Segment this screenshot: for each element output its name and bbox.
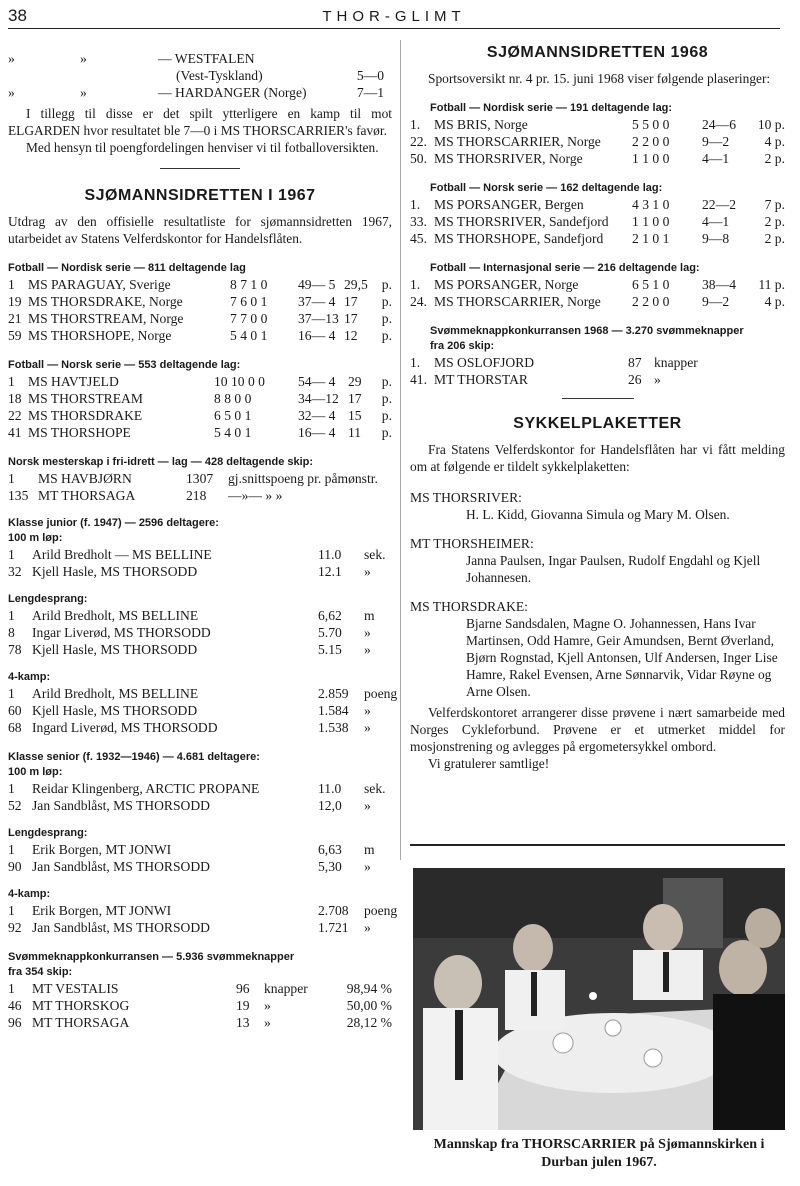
cell-pos: 21 — [8, 311, 22, 326]
cell-u: sek. — [364, 547, 386, 562]
cell-val: 2.859 — [318, 686, 349, 701]
table-row — [410, 213, 785, 230]
left-column — [8, 38, 398, 1031]
cell-name: Kjell Hasle, MS THORSODD — [32, 642, 198, 657]
table-row — [410, 371, 785, 388]
cell-u: p. — [381, 374, 392, 389]
cell-u: » — [364, 703, 371, 718]
cell-pos: 22 — [8, 408, 22, 423]
cell-name: MS THORSCARRIER, Norge — [434, 134, 601, 149]
cell-name: Arild Bredholt — MS BELLINE — [32, 547, 212, 562]
cell-g: 54— 4 — [298, 374, 336, 389]
nordisk-heading: Fotball — Nordisk serie — 811 deltagende lag — [8, 262, 246, 274]
cell-val: 1307 — [186, 471, 214, 486]
cell-pos: 135 — [8, 488, 29, 503]
table-row — [8, 997, 392, 1014]
cell-rest: gj.snittspoeng pr. påmønstr. — [228, 471, 378, 486]
cell-name: MS PARAGUAY, Sverige — [28, 277, 171, 292]
cell-u: » — [364, 720, 371, 735]
table-row — [8, 719, 392, 736]
mesterskap-heading: Norsk mesterskap i fri-idrett — lag — 428 deltagende skip: — [8, 456, 314, 468]
cell-pos: 19 — [8, 294, 22, 309]
norsk-table — [8, 373, 392, 441]
cell-u: » — [264, 998, 271, 1013]
column-divider — [400, 40, 401, 860]
cell-g: 38—4 — [702, 277, 736, 292]
cell-s: 1 1 0 0 — [632, 214, 670, 229]
closing-paragraph: Velferdskontoret arrangerer disse prøvene i nært samarbeide med Norges Cykleforbund. Prøvene er et utmerket middel for mosjonstrening og avlegges på ergometersykkel ombord. — [410, 705, 785, 754]
cell-pos: 68 — [8, 720, 22, 735]
cell-name: Arild Bredholt, MS BELLINE — [32, 608, 199, 623]
running-head-title: THOR-GLIMT — [322, 8, 466, 25]
ship-name: MS THORSDRAKE: — [410, 599, 528, 614]
junior-4kamp-heading: 4-kamp: — [8, 671, 51, 683]
cell-u: p. — [381, 425, 392, 440]
cell-pct: 98,94 % — [346, 981, 392, 996]
r-norsk-heading: Fotball — Norsk serie — 162 deltagende lag: — [430, 182, 663, 194]
cell-g: 9—2 — [702, 134, 730, 149]
cell-val: 12.1 — [318, 564, 342, 579]
mesterskap-table — [8, 470, 392, 504]
table-row — [8, 310, 392, 327]
cell-pos: 78 — [8, 642, 22, 657]
r-nordisk-table — [410, 116, 785, 167]
cell-name: Reidar Klingenberg, ARCTIC PROPANE — [32, 781, 260, 796]
r-svomme-heading-2: fra 206 skip: — [430, 340, 495, 352]
cell-n: 87 — [628, 355, 642, 370]
table-row — [8, 390, 392, 407]
cell-s: 4 3 1 0 — [632, 197, 670, 212]
cell-name: MT THORSKOG — [32, 998, 130, 1013]
cell-pos: 1. — [410, 277, 421, 292]
cell-g: 16— 4 — [298, 328, 336, 343]
table-row — [410, 293, 785, 310]
table-row — [8, 487, 392, 504]
table-row — [8, 407, 392, 424]
cell-rest: —»— » » — [228, 488, 283, 503]
cell-s: 10 10 0 0 — [214, 374, 265, 389]
cell-name: MS THORSRIVER, Norge — [434, 151, 583, 166]
cell-pos: 1 — [8, 981, 15, 996]
cell-pos: 41 — [8, 425, 22, 440]
crew-photo-illustration — [413, 868, 785, 1130]
cell-name: MS THORSDRAKE — [28, 408, 143, 423]
senior-4kamp-heading: 4-kamp: — [8, 888, 51, 900]
cell-name: Ingar Liverød, MS THORSODD — [32, 625, 211, 640]
cell-name: MS BRIS, Norge — [434, 117, 528, 132]
table-row — [410, 230, 785, 247]
table-row — [8, 685, 398, 702]
cell-val: 12,0 — [318, 798, 342, 813]
r-svomme-heading: Svømmeknappkonkurransen 1968 — 3.270 svømmeknapper — [430, 325, 744, 337]
cell-pos: 18 — [8, 391, 22, 406]
cell-pos: 45. — [410, 231, 427, 246]
cell-p: 29,5 — [344, 277, 368, 292]
cell-pos: 1 — [8, 277, 15, 292]
cell-pos: 60 — [8, 703, 22, 718]
page-number: 38 — [8, 6, 27, 25]
r-nordisk-heading: Fotball — Nordisk serie — 191 deltagende lag: — [430, 102, 673, 114]
intro-row: » » — HARDANGER (Norge) 7—1 — [8, 85, 384, 100]
cell-name: MS THORSTREAM, Norge — [28, 311, 184, 326]
cell-name: Jan Sandblåst, MS THORSODD — [32, 859, 210, 874]
intro-paragraph-2: Med hensyn til poengfordelingen henviser vi til fotballoversikten. — [26, 140, 379, 155]
cell-val: 6,62 — [318, 608, 342, 623]
table-row — [8, 327, 392, 344]
cell-u: p. — [381, 294, 392, 309]
cell-p: 12 — [344, 328, 358, 343]
table-row — [8, 607, 392, 624]
cell-name: MS HAVTJELD — [28, 374, 119, 389]
divider — [160, 168, 240, 169]
table-row — [410, 116, 785, 133]
closing-congrats: Vi gratulerer samtlige! — [428, 756, 550, 771]
cell-pos: 1 — [8, 471, 15, 486]
cell-val: 2.708 — [318, 903, 349, 918]
cell-name: Jan Sandblåst, MS THORSODD — [32, 920, 210, 935]
sykkel-title: SYKKELPLAKETTER — [513, 415, 682, 432]
table-row — [8, 470, 392, 487]
cell-pos: 8 — [8, 625, 15, 640]
cell-u: » — [364, 625, 371, 640]
cell-pos: 1 — [8, 547, 15, 562]
cell-val: 218 — [186, 488, 207, 503]
cell-name: Erik Borgen, MT JONWI — [32, 903, 172, 918]
cell-val: 1.721 — [318, 920, 349, 935]
cell-pos: 46 — [8, 998, 22, 1013]
r-internasjonal-table — [410, 276, 785, 310]
cell-name: MS PORSANGER, Bergen — [434, 197, 584, 212]
junior-100-table — [8, 546, 392, 580]
r-internasjonal-heading: Fotball — Internasjonal serie — 216 deltagende lag: — [430, 262, 700, 274]
intro-paragraph: I tillegg til disse er det spilt ytterligere en kamp til mot ELGARDEN hvor resultatet ble 7—0 i MS THORSCARRIER's favør. — [8, 106, 392, 138]
table-row — [410, 196, 785, 213]
cell-g: 22—2 — [702, 197, 736, 212]
cell-p: 2 p. — [764, 231, 785, 246]
cell-pos: 41. — [410, 372, 427, 387]
cell-pos: 1 — [8, 374, 15, 389]
table-row — [8, 980, 392, 997]
cell-g: 4—1 — [702, 214, 730, 229]
cell-s: 7 7 0 0 — [230, 311, 268, 326]
cell-g: 32— 4 — [298, 408, 336, 423]
ship-name: MT THORSHEIMER: — [410, 536, 534, 551]
cell-g: 37—13 — [298, 311, 339, 326]
table-row — [8, 841, 392, 858]
cell-u: p. — [381, 328, 392, 343]
table-row — [410, 150, 785, 167]
cell-val: 1.584 — [318, 703, 349, 718]
cell-pos: 50. — [410, 151, 427, 166]
cell-g: 9—2 — [702, 294, 730, 309]
table-row — [8, 624, 392, 641]
cell-val: 5.15 — [318, 642, 342, 657]
cell-u: » — [364, 798, 371, 813]
cell-val: 11.0 — [318, 547, 342, 562]
cell-val: 11.0 — [318, 781, 342, 796]
cell-u: poeng — [364, 903, 398, 918]
cell-p: 29 — [348, 374, 362, 389]
cell-s: 5 4 0 1 — [214, 425, 252, 440]
cell-val: 5.70 — [318, 625, 342, 640]
photo-rule — [410, 844, 785, 846]
cell-g: 9—8 — [702, 231, 730, 246]
section-intro-1968: Sportsoversikt nr. 4 pr. 15. juni 1968 viser følgende plaseringer: — [428, 71, 771, 86]
cell-name: MS OSLOFJORD — [434, 355, 535, 370]
cell-u: » — [364, 920, 371, 935]
table-row — [8, 797, 392, 814]
cell-s: 8 7 1 0 — [230, 277, 268, 292]
cell-pos: 22. — [410, 134, 427, 149]
divider — [562, 398, 634, 399]
cell-name: Kjell Hasle, MS THORSODD — [32, 564, 198, 579]
cell-s: 6 5 1 0 — [632, 277, 670, 292]
cell-p: 2 p. — [764, 151, 785, 166]
cell-name: Ingard Liverød, MS THORSODD — [32, 720, 218, 735]
cell-pos: 1 — [8, 686, 15, 701]
cell-p: 4 p. — [764, 134, 785, 149]
crew-list: Bjarne Sandsdalen, Magne O. Johannessen, Hans Ivar Martinsen, Odd Hamre, Geir Amundsen, Bernt Øverland, Bjørn Rognstad, Kjell Antonsen, Ulf Andersen, Inger Lise Hamre, Rakel Evensen, Arne Sønnarvik, Vidar Røyne og Arne Olsen. — [466, 616, 778, 699]
cell-u: » — [364, 642, 371, 657]
cell-g: 24—6 — [702, 117, 736, 132]
senior-100-heading: 100 m løp: — [8, 766, 63, 778]
crew-list: Janna Paulsen, Ingar Paulsen, Rudolf Engdahl og Kjell Johannesen. — [466, 553, 761, 585]
section-title-1968: SJØMANNSIDRETTEN 1968 — [486, 44, 709, 61]
cell-g: 16— 4 — [298, 425, 336, 440]
crew-photo — [413, 868, 785, 1130]
table-row — [8, 702, 392, 719]
cell-pos: 33. — [410, 214, 427, 229]
table-row — [8, 276, 392, 293]
section-intro: Utdrag av den offisielle resultatliste for sjømannsidretten 1967, utarbeidet av Statens Velferdskontor for Handelsflåten. — [8, 214, 392, 246]
cell-pos: 1. — [410, 197, 421, 212]
cell-name: MS THORSCARRIER, Norge — [434, 294, 601, 309]
r-svomme-table — [410, 354, 785, 388]
norsk-heading: Fotball — Norsk serie — 553 deltagende lag: — [8, 359, 241, 371]
table-row — [8, 563, 392, 580]
cell-name: MS THORSDRAKE, Norge — [28, 294, 183, 309]
svomme-heading: Svømmeknappkonkurransen — 5.936 svømmeknapper — [8, 951, 295, 963]
senior-4kamp-table — [8, 902, 398, 936]
cell-u: poeng — [364, 686, 398, 701]
running-header — [8, 4, 780, 29]
cell-g: 4—1 — [702, 151, 730, 166]
cell-s: 2 2 0 0 — [632, 294, 670, 309]
cell-n: 13 — [236, 1015, 250, 1030]
cell-pos: 24. — [410, 294, 427, 309]
cell-s: 8 8 0 0 — [214, 391, 252, 406]
cell-pos: 90 — [8, 859, 22, 874]
cell-n: 19 — [236, 998, 250, 1013]
junior-lengde-heading: Lengdesprang: — [8, 593, 88, 605]
table-row — [8, 546, 392, 563]
nordisk-table — [8, 276, 392, 344]
svomme-heading-2: fra 354 skip: — [8, 966, 73, 978]
cell-pos: 1 — [8, 781, 15, 796]
cell-p: 11 p. — [758, 277, 785, 292]
table-row — [410, 133, 785, 150]
cell-name: MT THORSTAR — [434, 372, 528, 387]
table-row — [8, 919, 392, 936]
table-row — [8, 902, 398, 919]
cell-name: MS THORSHOPE, Norge — [28, 328, 172, 343]
junior-lengde-table — [8, 607, 392, 658]
cell-s: 1 1 0 0 — [632, 151, 670, 166]
cell-pos: 1 — [8, 842, 15, 857]
cell-p: 11 — [348, 425, 362, 440]
cell-name: MS THORSHOPE — [28, 425, 131, 440]
cell-p: 17 — [348, 391, 362, 406]
svomme-table — [8, 980, 392, 1031]
cell-val: 5,30 — [318, 859, 342, 874]
cell-val: 1.538 — [318, 720, 349, 735]
intro-results — [8, 50, 392, 101]
crew-list: H. L. Kidd, Giovanna Simula og Mary M. Olsen. — [466, 507, 730, 522]
cell-name: MS THORSTREAM — [28, 391, 143, 406]
cell-u: m — [364, 842, 375, 857]
cell-u: p. — [381, 277, 392, 292]
cell-name: Kjell Hasle, MS THORSODD — [32, 703, 198, 718]
cell-u: » — [364, 859, 371, 874]
cell-p: 4 p. — [764, 294, 785, 309]
cell-u: p. — [381, 311, 392, 326]
cell-p: 15 — [348, 408, 362, 423]
cell-u: knapper — [654, 355, 698, 370]
cell-u: knapper — [264, 981, 308, 996]
table-row — [8, 780, 392, 797]
cell-s: 2 1 0 1 — [632, 231, 670, 246]
cell-n: 26 — [628, 372, 642, 387]
cell-pos: 96 — [8, 1015, 22, 1030]
ship-name: MS THORSRIVER: — [410, 490, 522, 505]
table-row — [8, 373, 392, 390]
cell-g: 34—12 — [298, 391, 339, 406]
table-row — [8, 641, 392, 658]
table-row — [8, 858, 392, 875]
cell-pct: 28,12 % — [346, 1015, 392, 1030]
cell-p: 7 p. — [764, 197, 785, 212]
cell-name: MS THORSRIVER, Sandefjord — [434, 214, 609, 229]
table-row — [8, 293, 392, 310]
cell-name: MS PORSANGER, Norge — [434, 277, 579, 292]
cell-pos: 1. — [410, 355, 421, 370]
cell-p: 17 — [344, 294, 358, 309]
cell-name: MT THORSAGA — [32, 1015, 130, 1030]
table-row — [410, 276, 785, 293]
cell-name: Arild Bredholt, MS BELLINE — [32, 686, 199, 701]
cell-s: 5 4 0 1 — [230, 328, 268, 343]
junior-4kamp-table — [8, 685, 398, 736]
cell-pos: 1 — [8, 903, 15, 918]
senior-lengde-heading: Lengdesprang: — [8, 827, 88, 839]
cell-p: 17 — [344, 311, 358, 326]
cell-name: MS THORSHOPE, Sandefjord — [434, 231, 604, 246]
cell-pos: 59 — [8, 328, 22, 343]
cell-pos: 1 — [8, 608, 15, 623]
cell-g: 49— 5 — [298, 277, 336, 292]
intro-row: » » — WESTFALEN — [8, 51, 255, 66]
cell-name: Jan Sandblåst, MS THORSODD — [32, 798, 210, 813]
cell-pos: 52 — [8, 798, 22, 813]
cell-pos: 92 — [8, 920, 22, 935]
photo-caption: Mannskap fra THORSCARRIER på Sjømannskirken i Durban julen 1967. — [433, 1137, 765, 1170]
senior-100-table — [8, 780, 392, 814]
cell-u: » — [654, 372, 661, 387]
cell-name: MS HAVBJØRN — [38, 471, 132, 486]
cell-u: » — [364, 564, 371, 579]
cell-name: MT VESTALIS — [32, 981, 119, 996]
senior-heading: Klasse senior (f. 1932—1946) — 4.681 deltagere: — [8, 751, 260, 763]
cell-p: 10 p. — [757, 117, 785, 132]
cell-pct: 50,00 % — [346, 998, 392, 1013]
cell-name: Erik Borgen, MT JONWI — [32, 842, 172, 857]
senior-lengde-table — [8, 841, 392, 875]
cell-u: » — [264, 1015, 271, 1030]
section-title-1967: SJØMANNSIDRETTEN I 1967 — [84, 187, 316, 204]
cell-name: MT THORSAGA — [38, 488, 136, 503]
cell-s: 7 6 0 1 — [230, 294, 268, 309]
table-row — [8, 1014, 392, 1031]
cell-n: 96 — [236, 981, 250, 996]
cell-g: 37— 4 — [298, 294, 336, 309]
cell-u: p. — [381, 408, 392, 423]
sykkel-intro: Fra Statens Velferdskontor for Handelsflåten har vi fått melding om at følgende er tildelt sykkelplaketten: — [410, 442, 785, 474]
cell-u: m — [364, 608, 375, 623]
junior-heading: Klasse junior (f. 1947) — 2596 deltagere: — [8, 517, 219, 529]
junior-100-heading: 100 m løp: — [8, 532, 63, 544]
table-row — [8, 424, 392, 441]
cell-pos: 32 — [8, 564, 22, 579]
right-column — [410, 38, 785, 772]
cell-s: 6 5 0 1 — [214, 408, 252, 423]
intro-row: (Vest-Tyskland) 5—0 — [176, 68, 384, 83]
table-row — [410, 354, 785, 371]
cell-p: 2 p. — [764, 214, 785, 229]
cell-val: 6,63 — [318, 842, 342, 857]
cell-u: p. — [381, 391, 392, 406]
cell-s: 5 5 0 0 — [632, 117, 670, 132]
cell-u: sek. — [364, 781, 386, 796]
r-norsk-table — [410, 196, 785, 247]
cell-s: 2 2 0 0 — [632, 134, 670, 149]
cell-pos: 1. — [410, 117, 421, 132]
